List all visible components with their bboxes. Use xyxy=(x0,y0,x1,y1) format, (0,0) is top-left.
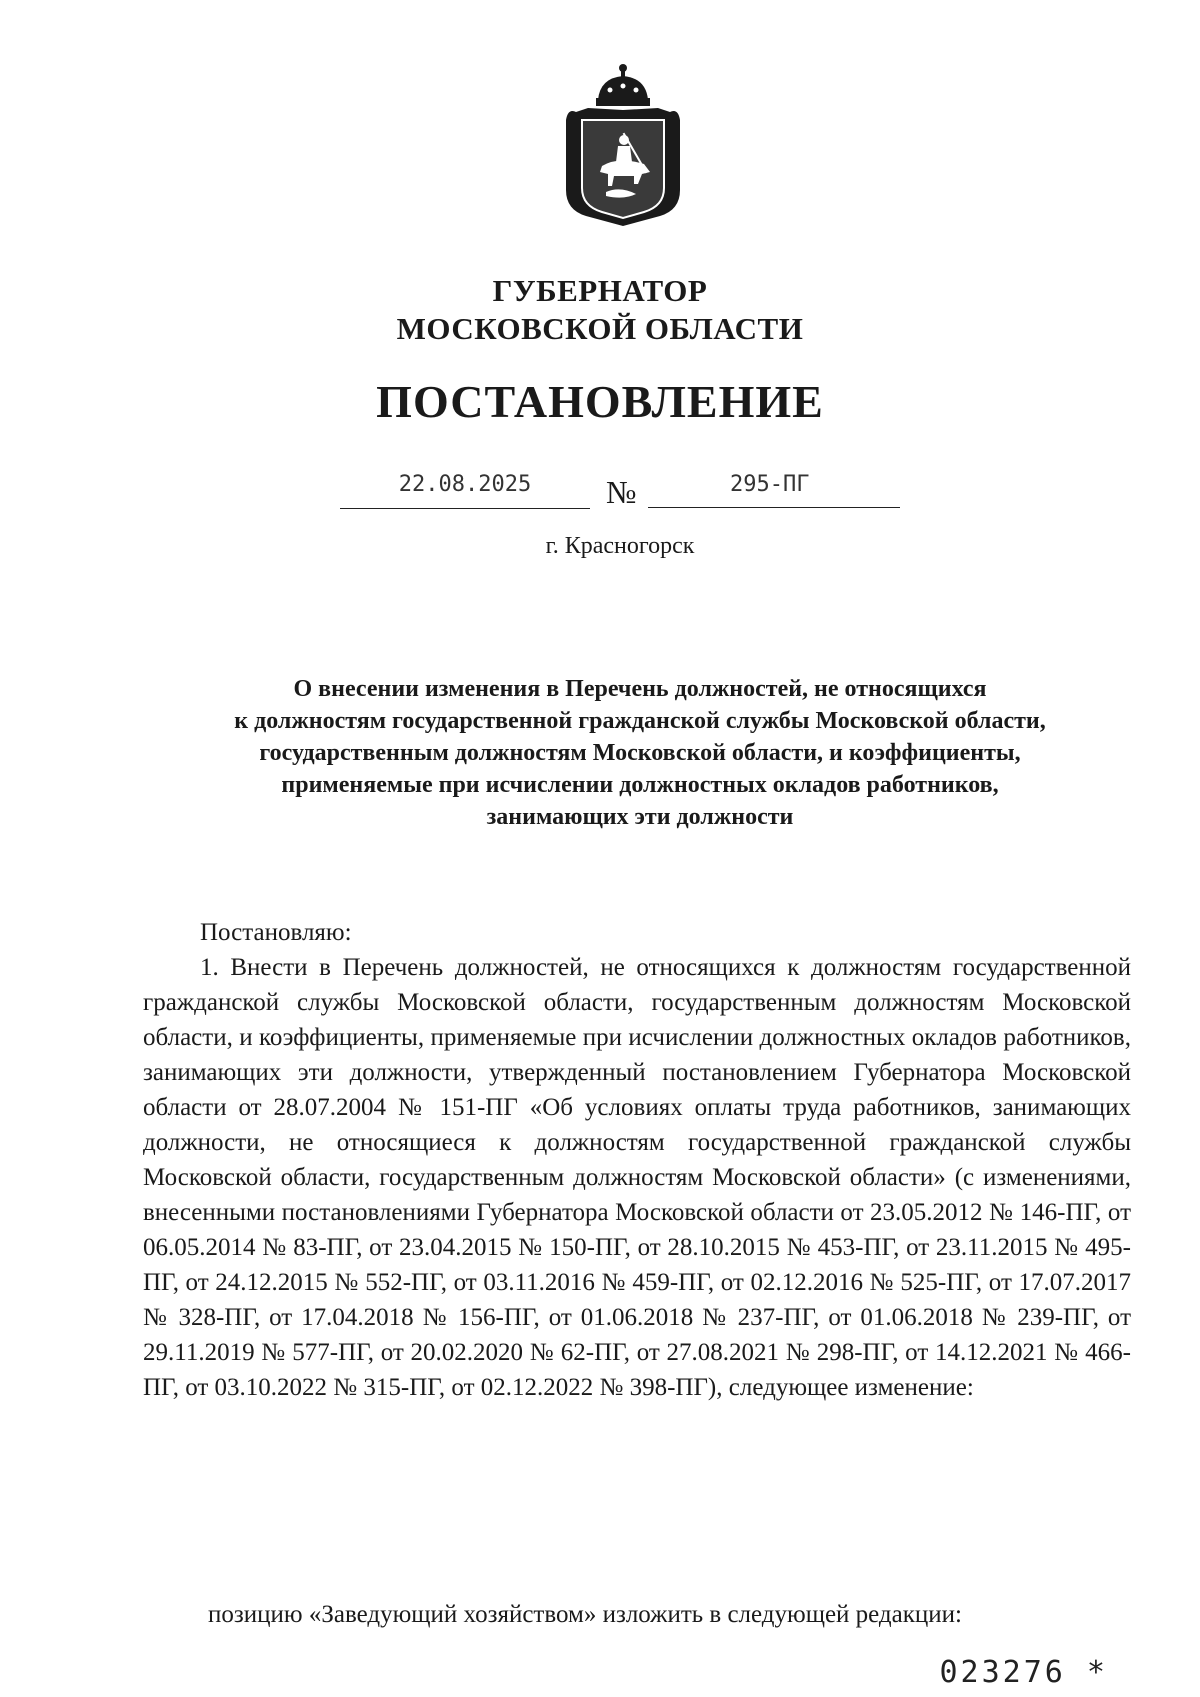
subject-line: применяемые при исчислении должностных окладов работников, xyxy=(281,772,999,798)
subject-line: О внесении изменения в Перечень должностей, не относящихся xyxy=(293,676,987,702)
document-number: 295-ПГ xyxy=(648,470,900,508)
authority-title-line2: МОСКОВСКОЙ ОБЛАСТИ xyxy=(396,311,804,346)
subject-line: занимающих эти должности xyxy=(486,804,794,830)
document-body xyxy=(143,915,1131,1405)
document-date: 22.08.2025 xyxy=(340,470,590,509)
document-city: г. Красногорск xyxy=(545,533,695,559)
paragraph-item-1: 1. Внести в Перечень должностей, не относящихся к должностям государственной гражданской службы Московской области, государственным должностям Московской области, и коэффициенты, применяемые при исчислении должностных окладов работников, занимающих эти должности, утвержденный постановлением Губернатора Московской области от 28.07.2004 № 151-ПГ «Об условиях оплаты труда работников, занимающих должности, не относящиеся к должностям государственной гражданской службы Московской области, государственным должностям Московской области» (с изменениями, внесенными постановлениями Губернатора Московской области от 23.05.2012 № 146-ПГ, от 06.05.2014 № 83-ПГ, от 23.04.2015 № 150-ПГ, от 28.10.2015 № 453-ПГ, от 23.11.2015 № 495-ПГ, от 24.12.2015 № 552-ПГ, от 03.11.2016 № 459-ПГ, от 02.12.2016 № 525-ПГ, от 17.07.2017 № 328-ПГ, от 17.04.2018 № 156-ПГ, от 01.06.2018 № 237-ПГ, от 01.06.2018 № 239-ПГ, от 29.11.2019 № 577-ПГ, от 20.02.2020 № 62-ПГ, от 27.08.2021 № 298-ПГ, от 14.12.2021 № 466-ПГ, от 03.10.2022 № 315-ПГ, от 02.12.2022 № 398-ПГ), следующее изменение: xyxy=(143,954,1131,1401)
number-sign: № xyxy=(606,474,637,510)
document-type: ПОСТАНОВЛЕНИЕ xyxy=(376,376,824,427)
subject-line: к должностям государственной гражданской службы Московской области, xyxy=(234,708,1046,734)
coat-of-arms-icon xyxy=(558,60,688,230)
document-subject xyxy=(140,673,1140,833)
serial-number: 023276 * xyxy=(939,1655,1108,1690)
subject-line: государственным должностям Московской области, и коэффициенты, xyxy=(259,740,1021,766)
authority-title-line1: ГУБЕРНАТОР xyxy=(492,273,708,308)
position-paragraph: позицию «Заведующий хозяйством» изложить в следующей редакции: xyxy=(208,1601,962,1628)
decree-word: Постановляю: xyxy=(200,919,352,946)
